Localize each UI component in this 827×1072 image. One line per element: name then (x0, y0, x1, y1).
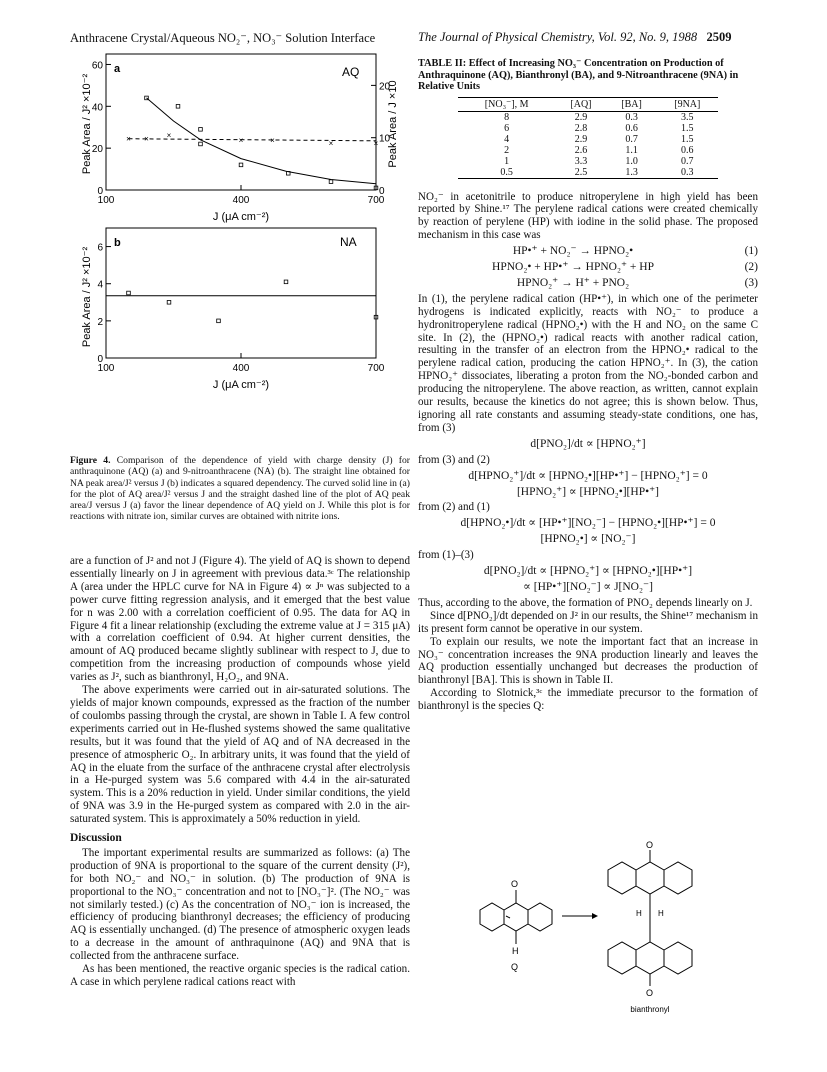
section-heading: Discussion (70, 832, 122, 845)
rate-equation: d[PNO₂]/dt ∝ [HPNO₂⁺] (530, 437, 646, 450)
x-tick-label: 400 (232, 363, 250, 374)
y-tick-right-label: 10 (379, 133, 391, 145)
table-cell: 0.7 (625, 133, 638, 145)
data-point-cross: × (270, 135, 275, 145)
table-cell: 2 (504, 144, 510, 156)
journal-citation: The Journal of Physical Chemistry, Vol. 92, No. 9, 1988 (418, 30, 698, 44)
journal-header (418, 30, 732, 45)
rate-equation: [HPNO₂•] ∝ [NO₂⁻] (540, 533, 636, 546)
rate-equation: ∝ [HP•⁺][NO₂⁻] ∝ J[NO₂⁻] (523, 580, 653, 593)
table-title: TABLE II: Effect of Increasing NO₃⁻ Concentration on Production of Anthraquinone (AQ), Bianthronyl (BA), and 9-Nitroanthracene (9NA) in Relative Units (418, 58, 739, 92)
data-point-cross: × (373, 138, 379, 148)
panel-a-letter: a (114, 63, 121, 75)
table-cell: 1.1 (625, 144, 638, 156)
x-tick-label: 700 (367, 195, 385, 206)
table-row (458, 145, 718, 156)
running-header: Anthracene Crystal/Aqueous NO₂⁻, NO₃⁻ Solution Interface (70, 31, 376, 45)
y-tick-right-label: 0 (379, 186, 385, 197)
paragraph: from (3) and (2) (418, 453, 490, 466)
structure-q (480, 890, 552, 944)
equation-1-body: HP•⁺ + NO₂⁻ → HPNO₂• (512, 245, 634, 258)
data-point (176, 105, 180, 109)
panel-b-letter: b (114, 237, 121, 249)
panel-b-tag: NA (340, 235, 357, 249)
structure-q-oxygen: O (511, 879, 519, 889)
structure-ba-hydrogen-right: H (658, 909, 664, 918)
paragraph: According to Slotnick,³ᶜ the immediate precursor to the formation of bianthronyl is the species Q: (418, 687, 758, 713)
table-body (458, 111, 718, 178)
table-cell: 0.3 (625, 111, 638, 123)
paragraph: The important experimental results are summarized as follows: (a) The production of 9NA is proportional to the square of the current density (J²), for both NO₂⁻ and NO₃⁻ in solution. (b) The production of 9NA is proportional to the NO₃⁻ concentration and not to [NO₃⁻]². (The NO₂⁻ was not similarly tested.) (c) As the concentration of NO₃⁻ ion is increased, the efficiency of producing bianthronyl decreases; the efficiency of producing AQ is essentially unchanged. (d) The presence of atmospheric oxygen leads to a decrease in the amount of anthraquinone (AQ) and 9NA that is collected from the anthracene surface. (70, 846, 410, 963)
table-row (458, 111, 718, 123)
table-cell: 3.5 (681, 111, 694, 123)
right-column-text (418, 191, 758, 714)
paragraph: As has been mentioned, the reactive organic species is the radical cation. A case in which perylene radical cations react with (70, 963, 410, 988)
figure-caption-label: Figure 4. (70, 455, 111, 466)
table-header-cell: [BA] (607, 97, 657, 111)
panel-a-y-ticks (92, 60, 111, 197)
equation-3-body: HPNO₂⁺ → H⁺ + PNO₂ (516, 276, 630, 289)
data-point (217, 319, 221, 323)
table-cell: 2.8 (574, 122, 588, 134)
table-cell: 8 (504, 111, 510, 123)
table-cell: 1.5 (681, 122, 694, 134)
data-point (284, 280, 288, 284)
panel-a-tag: AQ (342, 65, 360, 79)
structure-scheme (470, 840, 710, 1020)
y-tick-label: 40 (91, 102, 103, 114)
paragraph: from (1)–(3) (418, 549, 474, 562)
table-cell: 6 (504, 122, 510, 134)
y-tick-label: 6 (97, 242, 103, 254)
paragraph: Thus, according to the above, the formation of PNO₂ depends linearly on J. (418, 596, 753, 609)
data-point-cross: × (126, 134, 131, 144)
y-tick-right-label: 20 (379, 81, 391, 93)
table-cell: 0.5 (458, 167, 555, 179)
table-cell: 4 (504, 133, 510, 145)
panel-b-x-ticks (98, 353, 385, 374)
equation-2 (418, 261, 758, 274)
paragraph: are a function of J² and not J (Figure 4). The yield of AQ is shown to depend essentially linearly on J in agreement with previous data.³ᶜ The relationship A (area under the HPLC curve for NA in Figure 4) ∝ Jⁿ was subjected to a power curve fitting regression analysis, and it emerged that the best value for n was 2.00 with a correlation coefficient of 0.95. The data for AQ in Figure 4 fit a linear relationship (excluding the extreme value at J = 315 μA) with a correlation coefficient of 0.94. At higher current densities, the amount of AQ produced became slightly sublinear with respect to J, due to competition from the increasing production of compounds whose yield varies as J², such as bianthronyl, H₂O₂, and 9NA. (70, 555, 410, 684)
panel-b-marks (106, 280, 378, 323)
data-table (458, 97, 718, 179)
table-row (458, 123, 718, 134)
panel-b (81, 228, 385, 391)
structure-ba-oxygen-bottom: O (646, 988, 654, 998)
paragraph: To explain our results, we note the important fact that an increase in NO₃⁻ concentration increases the 9NA production linearly and leaves the AQ production essentially unchanged but decreases the production of bianthronyl [BA]. This is shown in Table II. (418, 635, 758, 687)
panel-a-x-label: J (μA cm⁻²) (212, 211, 270, 223)
table-cell: 3.3 (574, 155, 588, 167)
structure-ba-oxygen-top: O (646, 840, 654, 850)
equation-3 (418, 277, 758, 290)
x-tick-label: 100 (97, 195, 115, 206)
table-cell: 2.9 (574, 133, 588, 145)
y-tick-label: 20 (91, 144, 103, 156)
paragraph: NO₂⁻ in acetonitrile to produce nitroperylene in high yield has been reported by Shine.¹⁷ The perylene radical cations were created chemically by reaction of perylene (HP) with iodine in the solid phase. The proposed mechanism in this case was (418, 190, 758, 242)
table-cell: 2.6 (574, 144, 588, 156)
table-header-row (458, 97, 718, 111)
structure-ba-hydrogen-left: H (636, 909, 642, 918)
equation-1 (418, 245, 758, 258)
left-column-text (70, 555, 410, 989)
table-row (458, 167, 718, 179)
panel-a-y-label-right: Peak Area / J ×10 (387, 80, 399, 168)
table-header-cell: [AQ] (555, 97, 606, 111)
table-header-cell: [NO₃⁻], M (458, 97, 555, 111)
data-point (167, 300, 171, 304)
y-tick-label: 0 (97, 354, 103, 365)
rate-equation: d[HPNO₂•]/dt ∝ [HP•⁺][NO₂⁻] − [HPNO₂•][HP•⁺] = 0 (460, 517, 716, 530)
data-point (239, 163, 243, 167)
table-cell: 2.9 (574, 111, 588, 123)
panel-b-x-label: J (μA cm⁻²) (212, 379, 270, 391)
dashed-fit-line (129, 139, 377, 141)
panel-a-marks (126, 96, 379, 190)
panel-b-frame (106, 228, 376, 358)
panel-b-y-label: Peak Area / J² ×10⁻² (81, 246, 93, 348)
table-cell: 1.5 (681, 133, 694, 145)
x-tick-label: 400 (232, 195, 250, 206)
data-point (127, 291, 131, 295)
table-row (458, 134, 718, 145)
page-number: 2509 (706, 30, 732, 44)
structure-bianthronyl (608, 850, 692, 986)
table-cell: 1.3 (607, 167, 657, 179)
paragraph: In (1), the perylene radical cation (HP•⁺), in which one of the perimeter hydrogens is indicated explicitly, reacts with NO₂⁻ to produce a hydronitroperylene radical (HPNO₂•) with the H and NO₂ on the same C site. In (2), the (HPNO₂•) radical reacts with another radical cation, resulting in the transfer of an electron from the HPNO₂• radical to the perylene radical cation, producing the cation HPNO₂⁺. In (3), the cation HPNO₂⁺ dissociates, liberating a proton from the NO₂-bonded carbon and producing the nitroperylene. The above reaction, as written, cannot explain our results, because the kinetics do not agree; this is shown below. Thus, ignoring all rate constants and assuming steady-state conditions, one has, from (3) (418, 292, 758, 434)
structure-q-hydrogen: H (512, 946, 519, 956)
y-tick-label: 60 (91, 60, 103, 72)
paragraph: The above experiments were carried out in air-saturated solutions. The yields of major known compounds, expressed as the fraction of the number of coulombs passing through the crystal, are shown in Table I. A few control experiments carried out in He-flushed systems showed the same qualitative results, but it was found that the yield of AQ and of NA decreased in the presence of atmospheric O₂. In arbitrary units, it was found that the yield of AQ in the eluate from the surface of the anthracene crystal after electrolysis in a He-purged system was 5.6 compared with 4.4 in the air-saturated system. This is a 20% reduction in yield. Under similar conditions, the yield of 9NA was 3.9 in the He-purged system as compared with 2.0 in the air-saturated system. This is approximately a 50% reduction in yield. (70, 684, 410, 826)
panel-a (81, 54, 399, 223)
rate-equation: d[HPNO₂⁺]/dt ∝ [HPNO₂•][HP•⁺] − [HPNO₂⁺] = 0 (468, 469, 708, 482)
y-tick-label: 4 (97, 279, 103, 291)
table-cell: 1 (504, 155, 510, 167)
equation-1-number: (1) (744, 245, 758, 258)
equation-3-number: (3) (744, 276, 758, 289)
paragraph: Since d[PNO₂]/dt depended on J² in our results, the Shine¹⁷ mechanism in its present form cannot be operative in our system. (418, 609, 758, 635)
table-row (458, 156, 718, 167)
figure-4 (70, 52, 410, 452)
panel-a-frame (106, 54, 376, 190)
table-cell: 0.7 (681, 155, 694, 167)
y-tick-label: 0 (97, 186, 103, 197)
x-tick-label: 700 (367, 363, 385, 374)
table-cell: 0.3 (657, 167, 718, 179)
data-point-cross: × (328, 138, 334, 148)
rate-equation: d[PNO₂]/dt ∝ [HPNO₂⁺] ∝ [HPNO₂•][HP•⁺] (483, 565, 693, 578)
table-header-cell: [9NA] (657, 97, 718, 111)
data-point-cross: × (166, 131, 172, 141)
panel-b-y-ticks (97, 243, 111, 365)
table-cell: 0.6 (625, 122, 638, 134)
panel-a-y-label: Peak Area / J² ×10⁻² (81, 73, 93, 175)
structure-q-label: Q (511, 962, 519, 972)
table-cell: 2.5 (555, 167, 606, 179)
data-point-cross: × (238, 135, 244, 145)
rate-equation: [HPNO₂⁺] ∝ [HPNO₂•][HP•⁺] (516, 485, 660, 498)
paragraph: from (2) and (1) (418, 501, 490, 514)
equation-2-number: (2) (744, 261, 758, 274)
equation-2-body: HPNO₂• + HP•⁺ → HPNO₂⁺ + HP (492, 261, 654, 274)
data-point (199, 128, 203, 132)
figure-caption (70, 455, 410, 523)
x-tick-label: 100 (97, 363, 115, 374)
structure-ba-label: bianthronyl (630, 1005, 670, 1014)
figure-caption-text: Comparison of the dependence of yield with charge density (J) for anthraquinone (AQ) (a) and 9-nitroanthracene (NA) (b). The straight line obtained for NA peak area/J² versus J (b) indicates a squared dependency. The curved solid line in (a) for the plot of AQ area/J² versus J and the straight dashed line of the plot of AQ peak area/J versus J (a) favor the linear dependence of AQ yield on J. While this plot is for reactions with nitrate ion, similar curves are obtained with nitrite ions. (70, 455, 410, 523)
data-point (199, 142, 203, 146)
data-point-cross: × (144, 134, 149, 144)
right-column (418, 58, 758, 713)
reaction-arrowhead (592, 913, 598, 919)
data-point (329, 180, 333, 184)
panel-a-x-ticks (98, 185, 385, 206)
table-cell: 0.6 (681, 144, 694, 156)
table-cell: 1.0 (625, 155, 638, 167)
y-tick-label: 2 (97, 316, 103, 328)
